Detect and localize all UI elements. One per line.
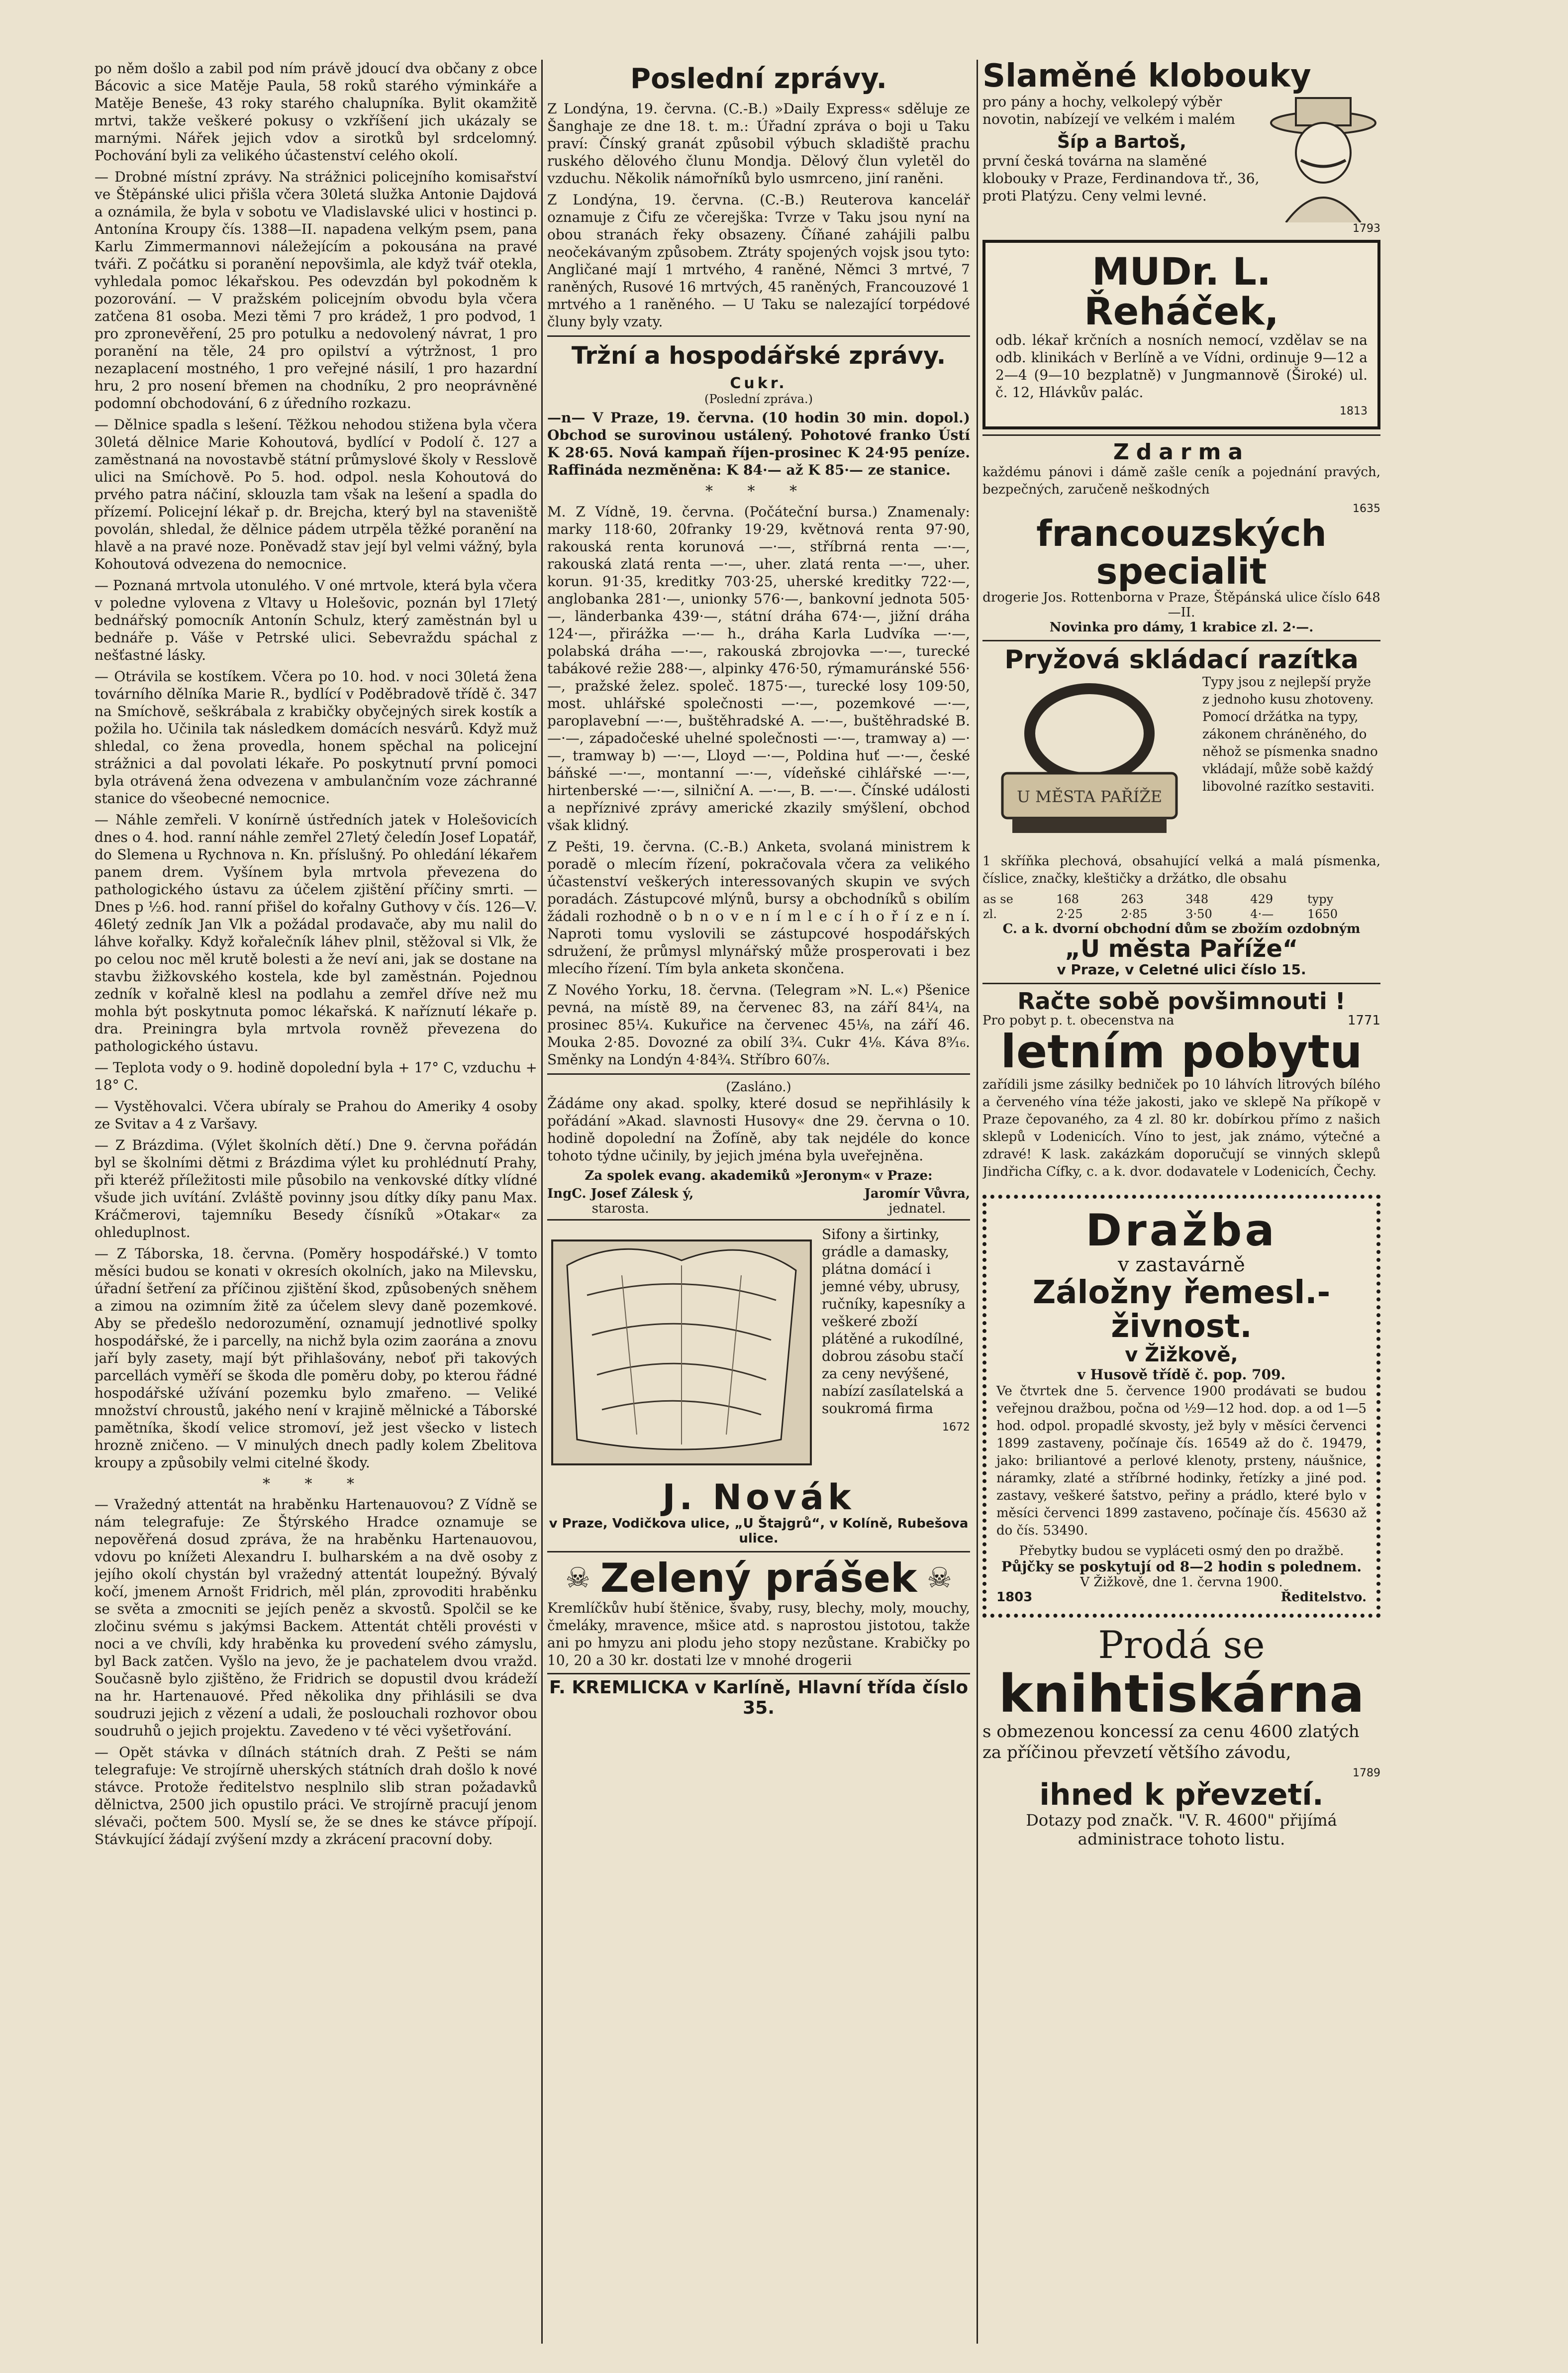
- stamp-shop: C. a k. dvorní obchodní dům se zbožím ozdobným: [1002, 921, 1361, 936]
- article-water-temp: — Teplota vody o 9. hodině dopolední byla + 17° C, vzduchu + 18° C.: [95, 1059, 537, 1093]
- auction-text-2: Přebytky budou se vypláceti osmý den po dražbě.: [1019, 1543, 1344, 1558]
- summer-title: Račte sobě povšimnouti !: [1017, 988, 1346, 1015]
- powder-footer: F. KREMLICKA v Karlíně, Hlavní třída číslo 35.: [547, 1673, 970, 1718]
- signature-1-role: starosta.: [591, 1201, 649, 1216]
- ad-straw-hats: [982, 60, 1380, 235]
- auction-place: v Žižkově,: [1125, 1343, 1238, 1366]
- news-london-1: Z Londýna, 19. června. (C.-B.) »Daily Express« sděluje ze Šanghaje ze dne 18. t. m.: Úřadní zpráva o boji u Taku praví: Čínský granát způsobil výbuch skladiště prachu ruského dělového člunu Mondja. Dělový člun vyletěl do vzduchu. Několik námořníků bylo usmrceno, jiní raněni.: [547, 101, 970, 187]
- market-title: Tržní a hospodářské zprávy.: [571, 342, 946, 370]
- article-accident: po něm došlo a zabil pod ním právě jdoucí dva občany z obce Bácovic a sice Matěje Paula, 58 roků starého výminkáře a Matěje Beneše, 43 roky starého chalupníka. Bylit okamžitě mrtvi, takže veškeré pokusy o vzkříšení jich ukázaly se marnými. Nářek jejich vdov a sirotků byl srdcelomný. Pochování byli za velikého účastenství celého okolí.: [95, 60, 537, 164]
- ad-rubber-stamps: [982, 640, 1380, 983]
- article-hartenau: — Vražedný attentát na hraběnku Hartenauovou? Z Vídně se nám telegrafuje: Ze Štýrského Hradce oznamuje se nepověřená dosud zpráva, že na hraběnku Hartenauovou, vdovu po knížeti Alexandru I. bulharském a na dvě osoby z jejího okolí chystán byl vražedný attentát loupežný. Bývalý kočí, jmenem Arnošt Fridrich, měl plán, zprovoditi hraběnku se světa a zmocniti se jejích peněz a skvostů. Spolčil se ke zločinu svému s jakýmsi Backem. Attentát chtěli provésti v noci a ve chvíli, kdy hraběnka ku provedení svého zámyslu, byl Back zatčen. Vyšlo na jevo, že je pachatelem dvou vražd. Současně bylo zjištěno, že Fridrich se dopustil dvou krádeží na hr. Hartenauové. Před několika dny přihlásili se dva soudruzi jejich z vězení a udali, že poslouchali rozhovor obou soudruhů o jejich projektu. Zavedeno v té věci vyšetřování.: [95, 1496, 537, 1739]
- auction-text: Ve čtvrtek dne 5. července 1900 prodávati se budou veřejnou dražbou, počna od ½9—12 hod. dop. a od 1—5 hod. odpol. propadlé skvosty, jež byly v měsíci červenci 1899 zastaveny, počínaje čís. 16549 až do č. 19479, jako: briliantové a perlové klenoty, prsteny, náušnice, náramky, zlaté a stříbrné hodinky, řetízky a jiné pod. zastavy, veškeré šatstvo, peřiny a prádlo, které bylo v měsíci červenci 1899 zastaveno, počínaje čís. 45630 až do čís. 53490.: [996, 1383, 1367, 1538]
- stamp-shop-name: „U města Paříže“: [1065, 934, 1298, 963]
- stamp-table-row: as se 168 263 348 429 typy: [983, 892, 1334, 906]
- column-rule-2: [977, 60, 978, 2344]
- signature-1: IngC. Josef Zálesk ý,: [547, 1186, 694, 1201]
- sugar-title: Cukr.: [730, 375, 787, 392]
- ad-free-specialities: [982, 434, 1380, 640]
- hats-text: pro pány a hochy, velkolepý výběr novotin, nabízejí ve velkém i malém: [982, 94, 1235, 128]
- sent-title: (Zasláno.): [726, 1080, 791, 1095]
- stamp-icon: [982, 674, 1196, 853]
- divider: [547, 335, 970, 337]
- vienna-bourse: M. Z Vídně, 19. června. (Počáteční bursa.) Znamenaly: marky 118·60, 20franky 19·29, květnová renta 97·90, rakouská renta korunová —·—, stříbrná renta —·—, rakouská zlatá renta —·—, uher. zlatá renta —·—, uher. korun. 91·35, kreditky 703·25, uherské kreditky 722·—, anglobanka 281·—, unionky 576·—, bankovní jednota 505·—, länderbanka 439·—, státní dráha 674·—, jižní dráha 124·—, přirážka —·— h., dráha Karla Ludvíka —·—, polabská dráha —·—, rakouská zbrojovka —·—, turecké tabákové režie 288·—, alpinky 476·50, rýmamuránské 556·—, pražské želez. společ. 1875·—, turecké losy 109·50, most. uhlářské společnosti —·—, pozemkové —·—, paroplavební —·—, buštěhradské A. —·—, buštěhradské B. —·—, západočeské uhelné společnosti —·—, tramway a) —·—, tramway b) —·—, Lloyd —·—, Poldina huť —·—, české báňské —·—, montanní —·—, vídeňské cihlářské —·—, hirtenberské —·—, silniční A. —·—, B. —·—. Čínské události a nepříznivé zprávy americké zkazily smýšlení, obchod však klidný.: [547, 504, 970, 833]
- divider: [547, 1073, 970, 1075]
- free-text-2: drogerie Jos. Rottenborna v Praze, Štěpánská ulice číslo 648—II.: [982, 590, 1380, 620]
- article-sudden-deaths: — Náhle zemřeli. V konírně ústředních jatek v Holešovicích dnes o 4. hod. ranní náhle zemřel 27letý čeledín Josef Lopatář, do Slemena u Rychnova n. Kn. příslušný. Po ohledání lékařem panem drem. Vyšínem byla mrtvola převezena do pathologického ústavu za účelem zjištění příčiny smrti. — Dnes p ½6. hod. ranní přišel do kořalny Guthovy v čís. 126—V. 46letý zedník Jan Vlk a požádal prodavače, aby mu nalil do láhve kořalky. Když kořalečník láhev plnil, stěžoval si Vlk, že po celou noc měl krutě bolesti a že neví ani, jak se dostane na stavbu žižkovského kostela, kde byl zaměstnán. Pojednou zedník v kořalně klesl na podlahu a zemřel dříve než mu mohla být poskytnuta pomoc lékařská. K naříznutí lékaře p. dra. Preiningra byla mrtvola rovněž převezena do pathologického ústavu.: [95, 812, 537, 1054]
- ad-auction: [982, 1195, 1380, 1618]
- ad-green-powder: [547, 1551, 970, 1723]
- summer-big: letním pobytu: [1000, 1025, 1363, 1079]
- summer-text-2: zařídili jsme zásilky bedniček po 10 láhvích litrových bílého a červeného vína téže jakosti, jako ve sklepě Na příkopě v Praze čepovaného, za 4 zl. 80 kr. dobírkou přímo z našich sklepů v Lodenicích. Víno to jest, jak známo, výtečné a zdravé! K lask. zakázkám doporučují se vinných sklepů Jindřicha Cífky, c. a k. dvor. dodavatele v Lodenicích, Čechy.: [982, 1077, 1380, 1180]
- stamp-plate-text: U MĚSTA PAŘÍŽE: [1016, 787, 1163, 806]
- article-drowned: — Poznaná mrtvola utonulého. V oné mrtvole, která byla včera v poledne vylovena z Vltavy u Holešovic, poznán byl 17letý bednářský pomocník Antonín Schulz, který zaměstnán byl u bednáře p. Váše v Petrské ulici. Sebevraždu spáchal z nešťastné lásky.: [95, 577, 537, 663]
- print-text-2: Dotazy pod značk. "V. R. 4600" přijímá administrace tohoto listu.: [1026, 1810, 1337, 1849]
- print-title: Prodá se: [1098, 1622, 1265, 1667]
- stamp-shop-address: v Praze, v Celetné ulici číslo 15.: [1057, 961, 1306, 978]
- article-strike: — Opět stávka v dílnách státních drah. Z Pešti se nám telegrafuje: Ve strojírně uherských státních drah došlo k nové stávce. Protože ředitelstvo nesplnilo slib stran požadavků dělnictva, 2500 jich opustilo práci. Ve strojírně pracují jenom slévači, počtem 500. Myslí se, že se dnes ke stávce přípojí. Stávkující žádají zvýšení mzdy a zkrácení pracovní doby.: [95, 1744, 537, 1848]
- print-now: ihned k převzetí.: [1039, 1777, 1324, 1812]
- separator-stars: * * *: [705, 483, 812, 500]
- summer-number: 1771: [1347, 1013, 1380, 1029]
- ad-novak: [547, 1219, 970, 1479]
- hats-title: Slaměné klobouky: [982, 60, 1311, 95]
- novak-text: Sifony a širtinky, grádle a damasky, plátna domácí i jemné véby, ubrusy, ručníky, kapesníky a veškeré zboží plátěné a rukodílné, dobrou zásobu stačí za ceny nevýšené, nabízí zasílatelská a soukromá firma: [822, 1226, 966, 1417]
- linen-illustration-icon: [547, 1226, 816, 1474]
- stamp-price-table: [982, 892, 1380, 922]
- separator-stars: * * *: [262, 1475, 370, 1493]
- auction-signature: Ředitelstvo.: [1280, 1589, 1367, 1605]
- free-number: 1635: [1353, 502, 1380, 515]
- auction-title: Dražba: [1085, 1205, 1277, 1256]
- sent-signatures: [547, 1186, 970, 1216]
- auction-text-3: Půjčky se poskytují od 8—2 hodin s polednem.: [1001, 1558, 1362, 1575]
- free-text: každému pánovi i dámě zašle ceník a pojednání pravých, bezpečných, zaručeně neškodných: [982, 464, 1380, 497]
- article-taborsko: — Z Táborska, 18. června. (Poměry hospodářské.) V tomto měsíci budou se konati v okresích okolních, jako na Milevsku, úřadní šetření za příčinou zjištění škod, způsobených sněhem a zimou na ozimním žitě za účelem slevy daně pozemkové. Aby se předešlo nedorozumění, oznamují jednotlivé spolky hospodářské, že i parcelly, na nichž byla ozim zaorána a znovu jaří byly zasety, mají být přihlašovány, neboť při takových parcellách vyměří se škoda dle poměru doby, po kterou řádné hospodářské užívání pozemku bylo zmařeno. — Veliké množství chroustů, jakého není v krajině mělnické a Táborské pamětníka, škodí velice stromoví, jež jest všecko v listech hrozně zničeno. — V minulých dnech padly kolem Zbelitova kroupy a způsobily velmi citelné škody.: [95, 1245, 537, 1471]
- stamp-text: Typy jsou z nejlepší pryže z jednoho kusu zhotoveny. Pomocí držátka na typy, zákonem chráněného, do něhož se písmenka snadno vkládají, může sobě každý libovolné razítko sestaviti.: [1202, 674, 1378, 794]
- sugar-subtitle: (Poslední zpráva.): [704, 392, 813, 406]
- free-novelty: Novinka pro dámy, 1 krabice zl. 2·—.: [1049, 620, 1314, 635]
- column-advertisements: [982, 60, 1380, 2339]
- man-with-hat-icon: [1266, 93, 1380, 222]
- pest-report: Z Pešti, 19. června. (C.-B.) Anketa, svolaná ministrem k poradě o mlecím řízení, pokračovala včera za velikého účastenství veškerých interessovaných skupin ve svých poradách. Zástupcové mlýnů, bursy a obchodníků s obilím žádali rozhodně o b n o v e n í m l e c í h o ř í z e n í. Naproti tomu vyslovili se zástupcové hospodářských sdružení, že průmysl mlynářský může prosperovati i bez mlecího řízení. Tím byla anketa skončena.: [547, 838, 970, 977]
- column-local-news: [95, 60, 537, 2339]
- column-rule-1: [541, 60, 543, 2344]
- stamp-table-row: zl. 2·25 2·85 3·50 4·— 1650: [983, 907, 1338, 921]
- print-big: knihtiskárna: [998, 1663, 1365, 1724]
- latest-news-title: Poslední zprávy.: [630, 63, 887, 95]
- article-poisoning: — Otrávila se kostíkem. Včera po 10. hod. v noci 30letá žena továrního dělníka Marie R., bydlící v Poděbradově třídě č. 347 na Smíchově, seškrábala z krabičky obyčejných sirek kostík a požila ho. Učinila tak následkem domácích nesvárů. Když muž shledal, co žena provedla, honem spěchal na policejní strážnici a dal povolati lékaře. Po poskytnutí první pomoci byla otrávená žena odvezena v ambulančním voze záchranné stanice do všeobecné nemocnice.: [95, 668, 537, 807]
- auction-date: V Žižkově, dne 1. června 1900.: [1080, 1574, 1283, 1590]
- skull-icon: ☠: [927, 1562, 952, 1594]
- auction-big: Záložny řemesl.-živnost.: [1032, 1274, 1331, 1345]
- novak-name: J. Novák: [662, 1477, 855, 1518]
- powder-text: Kremlíčkův hubí štěnice, švaby, rusy, blechy, moly, mouchy, čmeláky, mravence, mšice atd. s naprostou jistotou, takže ani po hmyzu ani plodu jeho stopy nezůstane. Krabičky po 10, 20 a 30 kr. dostati lze v mnohé drogerii: [547, 1599, 970, 1668]
- hats-number: 1793: [1353, 222, 1380, 235]
- summer-text: Pro pobyt p. t. obecenstva na: [982, 1013, 1175, 1029]
- news-london-2: Z Londýna, 19. června. (C.-B.) Reuterova kancelář oznamuje z Čifu ze včerejška: Tvrze v Taku jsou nyní na obou stranách řeky obsazeny. Číňané zahájili palbu neočekávaným způsobem. Ztráty spojených vojsk jsou tyto: Angličané mají 1 mrtvého, 4 raněné, Němci 3 mrtvé, 7 raněných, Rusové 16 mrtvých, 45 raněných, Francouzové 1 mrtvého a 1 raněného. — U Taku se nalezající torpédové čluny byly vzaty.: [547, 192, 970, 330]
- auction-number: 1803: [996, 1589, 1033, 1605]
- article-brazdim: — Z Brázdima. (Výlet školních dětí.) Dne 9. června pořádán byl se školními dětmi z Brázdima výlet ku prohlédnutí Prahy, při kteréž příležitosti mile působilo na venkovské dítky vlídné všude jich uvítání. Zvláště povinny jsou dítky díky panu Max. Kráčmerovi, tajemníku Besedy čísníků »Otakar« za ohleduplnost.: [95, 1137, 537, 1240]
- article-worker-fell: — Dělnice spadla s lešení. Těžkou nehodou stižena byla včera 30letá dělnice Marie Kohoutová, bydlící v Podolí č. 127 a zaměstnaná na novostavbě státní průmyslové školy v Resslově ulici na Smíchově. Po 5. hod. odpol. nesla Kohoutová do prvého patra náčiní, sklouzla tam však na lešení a spadla do přízemí. Policejní lékař p. dr. Brejcha, který byl na staveniště povolán, shledal, že dělnice pádem utrpěla těžké poranění na hlavě a na pravé noze. Poněvadž stav její byl velmi vážný, byla Kohoutová odvezena do nemocnice.: [95, 416, 537, 572]
- ad-printing-house: [982, 1623, 1380, 1849]
- article-emigrants: — Vystěhovalci. Včera ubíraly se Prahou do Ameriky 4 osoby ze Svitav a 4 z Varšavy.: [95, 1098, 537, 1132]
- hats-text-2: první česká továrna na slaměné klobouky v Praze, Ferdinandova tř., 36, proti Platýzu. Ceny velmi levné.: [982, 153, 1260, 205]
- free-big: francouzských specialit: [1036, 512, 1327, 592]
- hats-firm: Šíp a Bartoš,: [1057, 132, 1186, 153]
- sent-text: Žádáme ony akad. spolky, které dosud se nepřihlásily k pořádání »Akad. slavnosti Husovy« dne 29. června o 10. hodině dopolední na Žofíně, aby tak nejdéle do konce tohoto týdne učinily, by jejich jména byla uveřejněna.: [547, 1095, 970, 1164]
- sent-organization: Za spolek evang. akademiků »Jeronym« v Praze:: [585, 1168, 933, 1183]
- doctor-name: MUDr. L. Řeháček,: [1084, 249, 1279, 333]
- print-number: 1789: [1353, 1766, 1380, 1779]
- ad-doctor: [982, 240, 1380, 429]
- new-york-report: Z Nového Yorku, 18. června. (Telegram »N. L.«) Pšenice pevná, na místě 89, na červenec 83, na září 84¼, na prosinec 85¼. Kukuřice na červenec 45⅛, na září 46. Mouka 2·85. Dovozné za obilí 3¾. Cukr 4⅛. Káva 8⁹⁄₁₆. Směnky na Londýn 4·84¾. Stříbro 60⅞.: [547, 982, 970, 1068]
- auction-address: v Husově třídě č. pop. 709.: [1077, 1366, 1286, 1383]
- auction-subtitle: v zastavárně: [1118, 1253, 1245, 1277]
- powder-title: Zelený prášek: [600, 1554, 917, 1601]
- column-latest-news: [547, 60, 970, 2339]
- novak-address: v Praze, Vodičkova ulice, „U Štajgrů“, v Kolíně, Rubešova ulice.: [549, 1516, 969, 1546]
- stamp-title: Pryžová skládací razítka: [1004, 645, 1359, 675]
- novak-number: 1672: [942, 1421, 970, 1434]
- article-local-reports: — Drobné místní zprávy. Na strážnici policejního komisařství ve Štěpánské ulici přišla včera 30letá služka Antonie Dajdová a oznámila, že byla v sobotu ve Vladislavské ulici v hostinci p. Antonína Kroupy čís. 1388—II. napadena velkým psem, pana Karlu Zimmermannovi náležejícím a pokousána na pravé tváři. Z počátku si poranění nepovšimla, ale když tvář otekla, vyhledala pomoc lékařskou. Pes odevzdán byl pokodněm k pozorování. — V pražském policejním obvodu byla včera zatčena 81 osoba. Mezi těmi 7 pro krádež, 1 pro podvod, 1 pro zpronevěření, 25 pro potulku a nedovolený návrat, 1 pro poranění na těle, 24 pro opilství a výtržnost, 1 pro nezaplacení mostného, 1 pro veřejné násilí, 1 pro hazardní hru, 2 pro nosení břemen na chodníku, 2 pro neoprávněné podomní obchodování, 6 z úředního rozkazu.: [95, 169, 537, 412]
- doctor-text: odb. lékař krčních a nosních nemocí, vzdělav se na odb. klinikách v Berlíně a ve Vídni, ordinuje 9—12 a 2—4 (9—10 bezplatně) v Jungmannově (Široké) ul. č. 12, Hlávkův palác.: [995, 331, 1368, 401]
- signature-2-role: jednatel.: [888, 1201, 946, 1216]
- signature-2: Jaromír Vůvra,: [864, 1186, 970, 1201]
- ad-summer-wine: [982, 983, 1380, 1190]
- sugar-report: —n— V Praze, 19. června. (10 hodin 30 min. dopol.) Obchod se surovinou ustálený. Pohotové franko Ústí K 28·65. Nová kampaň říjen-prosinec K 24·95 peníze. Raffináda nezměněna: K 84·— až K 85·— ze stanice.: [547, 410, 970, 478]
- skull-icon: ☠: [565, 1562, 590, 1594]
- doctor-number: 1813: [1340, 405, 1368, 417]
- free-title: Zdarma: [1113, 439, 1250, 465]
- print-text: s obmezenou koncessí za cenu 4600 zlatých za příčinou převzetí většího závodu,: [982, 1721, 1360, 1762]
- stamp-text-2: 1 skříňka plechová, obsahující velká a malá písmenka, číslice, značky, kleštičky a držátko, dle obsahu: [982, 853, 1380, 886]
